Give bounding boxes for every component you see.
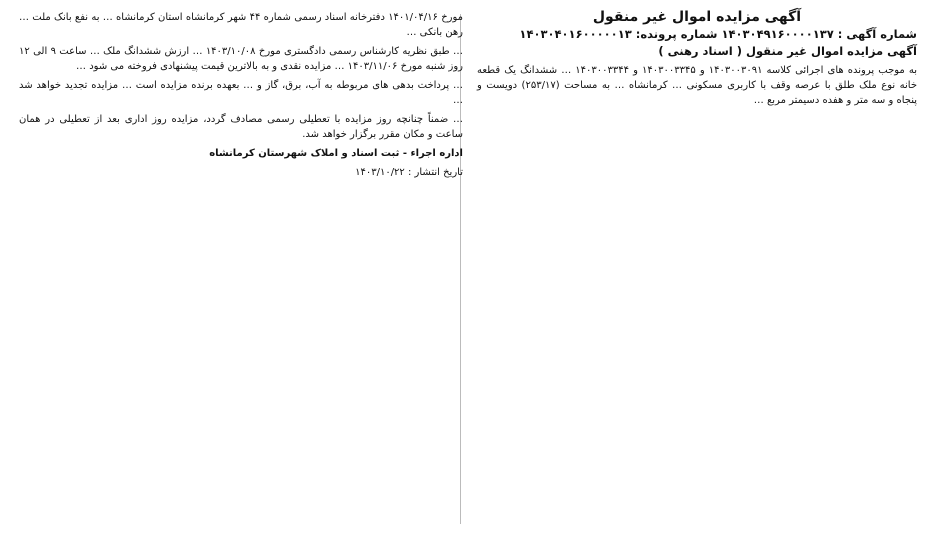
notice-paragraph: به موجب پرونده های اجرائی کلاسه ۱۴۰۳۰۰۳۰۹۱ و ۱۴۰۳۰۰۳۳۴۵ و ۱۴۰۳۰۰۳۳۴۴ … ششدانگ یک قطعه خانه نوع ملک طلق با عرصه وقف با کاربری مسکونی … کرمانشاه … به مساحت (۲۵۳/۱۷) دویست و پنجاه و سه متر و هفده دسیمتر مربع … <box>477 65 918 106</box>
notice-right-column <box>477 10 917 112</box>
notice-paragraph: … ضمناً چنانچه روز مزایده با تعطیلی رسمی مصادف گردد، مزایده روز اداری بعد از تعطیلی در همان ساعت و مکان مقرر برگزار خواهد شد. <box>19 114 463 140</box>
notice-paragraph: … پرداخت بدهی های مربوطه به آب، برق، گاز و … بعهده برنده مزایده است … مزایده تجدید خواهد شد … <box>19 80 463 106</box>
notice-paragraph: مورخ ۱۴۰۱/۰۴/۱۶ دفترخانه اسناد رسمی شماره ۴۴ شهر کرمانشاه استان کرمانشاه … به نفع بانک ملت … رهن بانکی … <box>19 12 463 38</box>
publish-date: تاریخ انتشار : ۱۴۰۳/۱۰/۲۲ <box>355 167 463 178</box>
notice-paragraph: … طبق نظریه کارشناس رسمی دادگستری مورخ ۱۴۰۳/۱۰/۰۸ … ارزش ششدانگ ملک … ساعت ۹ الی ۱۲ روز شنبه مورخ ۱۴۰۳/۱۱/۰۶ … مزایده نقدی و به بالاترین قیمت پیشنهادی فروخته می شود … <box>19 46 463 72</box>
notice-title: آگهی مزایده اموال غیر منقول <box>592 9 802 25</box>
notice-subtitle: آگهی مزایده اموال غیر منقول ( اسناد رهنی ) <box>658 44 917 58</box>
issuing-office: اداره اجراء - ثبت اسناد و املاک شهرستان کرمانشاه <box>209 148 463 159</box>
notice-number-line: شماره آگهی : ۱۴۰۳۰۴۹۱۶۰۰۰۰۱۳۷ شماره پرونده: ۱۴۰۳۰۴۰۱۶۰۰۰۰۰۱۳ <box>519 27 917 41</box>
notice-left-column <box>19 10 463 184</box>
